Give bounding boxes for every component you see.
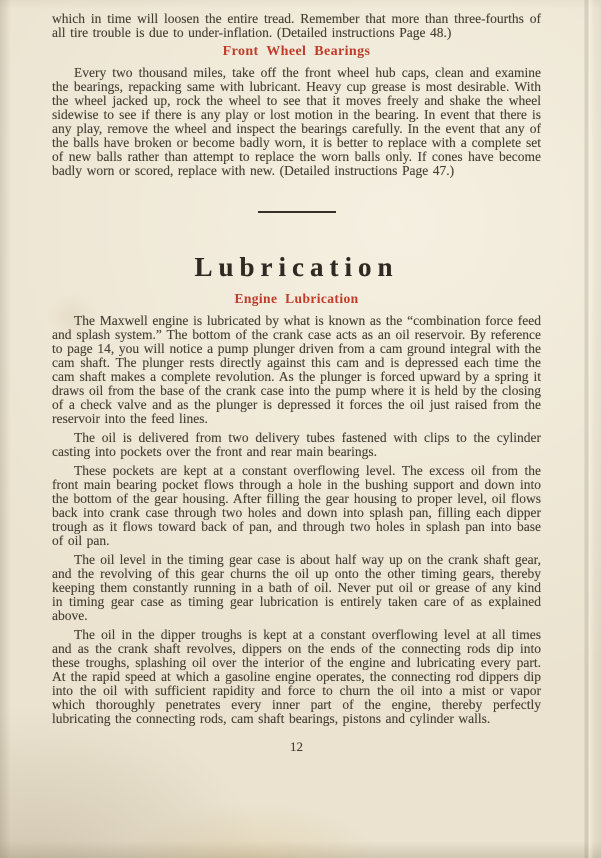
text-column (52, 12, 541, 755)
lubrication-paragraph-4: The oil level in the timing gear case is about half way up on the crank shaft gear, and the revolving of this gear churns the oil up onto the other timing gears, thereby keeping them constantly running in a bath of oil. Never put oil or grease of any kind in timing gear case as timing gear lubrication is entirely taken care of as explained above. (52, 552, 541, 623)
lubrication-paragraph-1: The Maxwell engine is lubricated by what is known as the “combination force feed and splash system.” The bottom of the crank case acts as an oil reservoir. By reference to page 14, you will notice a pump plunger driven from a cam ground integral with the cam shaft. The plunger rests directly against this cam and is depressed each time the cam shaft makes a complete revolution. As the plunger is forced upward by a spring it draws oil from the base of the crank case into the pump where it is held by the closing of a check valve and as the plunger is depressed it forces the oil just raised from the reservoir into the feed lines. (52, 313, 541, 426)
page-number: 12 (290, 739, 303, 754)
chapter-title-lubrication: Lubrication (194, 252, 399, 282)
front-wheel-bearings-paragraph: Every two thousand miles, take off the front wheel hub caps, clean and examine the bearings, repacking same with lubricant. Heavy cup grease is most desirable. With the wheel jacked up, rock the wheel to see that it moves freely and shake the wheel sidewise to see if there is any play or lost motion in the bearing. In event that there is any play, remove the wheel and inspect the bearings carefully. In the event that any of the balls have broken or become badly worn, it is better to replace with a complete set of new balls rather than attempt to replace the worn balls only. If cones have become badly worn or scored, replace with new. (Detailed instructions Page 47.) (52, 65, 541, 178)
lubrication-paragraph-3: These pockets are kept at a constant overflowing level. The excess oil from the front main bearing pocket flows through a hole in the bushing support and down into the bottom of the gear housing. After filling the gear housing to proper level, oil flows back into crank case through two holes and down into splash pan, filling each dipper trough as it flows toward back of pan, and through two holes in splash pan into base of oil pan. (52, 463, 541, 548)
lubrication-paragraph-5: The oil in the dipper troughs is kept at a constant overflowing level at all times and as the crank shaft revolves, dippers on the ends of the connecting rods dip into these troughs, splashing oil over the interior of the engine and lubricating every part. At the rapid speed at which a gasoline engine operates, the connecting rod dippers dip into the oil with sufficient rapidity and force to churn the oil into a mist or vapor which thoroughly penetrates every inner part of the engine, thereby perfectly lubricating the connecting rods, cam shaft bearings, pistons and cylinder walls. (52, 627, 541, 726)
continued-paragraph: which in time will loosen the entire tread. Remember that more than three-fourths of all tire trouble is due to under-inflation. (Detailed instructions Page 48.) (52, 11, 541, 40)
section-divider (258, 211, 336, 213)
lubrication-paragraph-2: The oil is delivered from two delivery tubes fastened with clips to the cylinder casting into pockets over the front and rear main bearings. (52, 430, 541, 459)
section-heading-front-wheel-bearings: Front Wheel Bearings (222, 44, 371, 59)
section-heading-engine-lubrication: Engine Lubrication (234, 291, 359, 306)
